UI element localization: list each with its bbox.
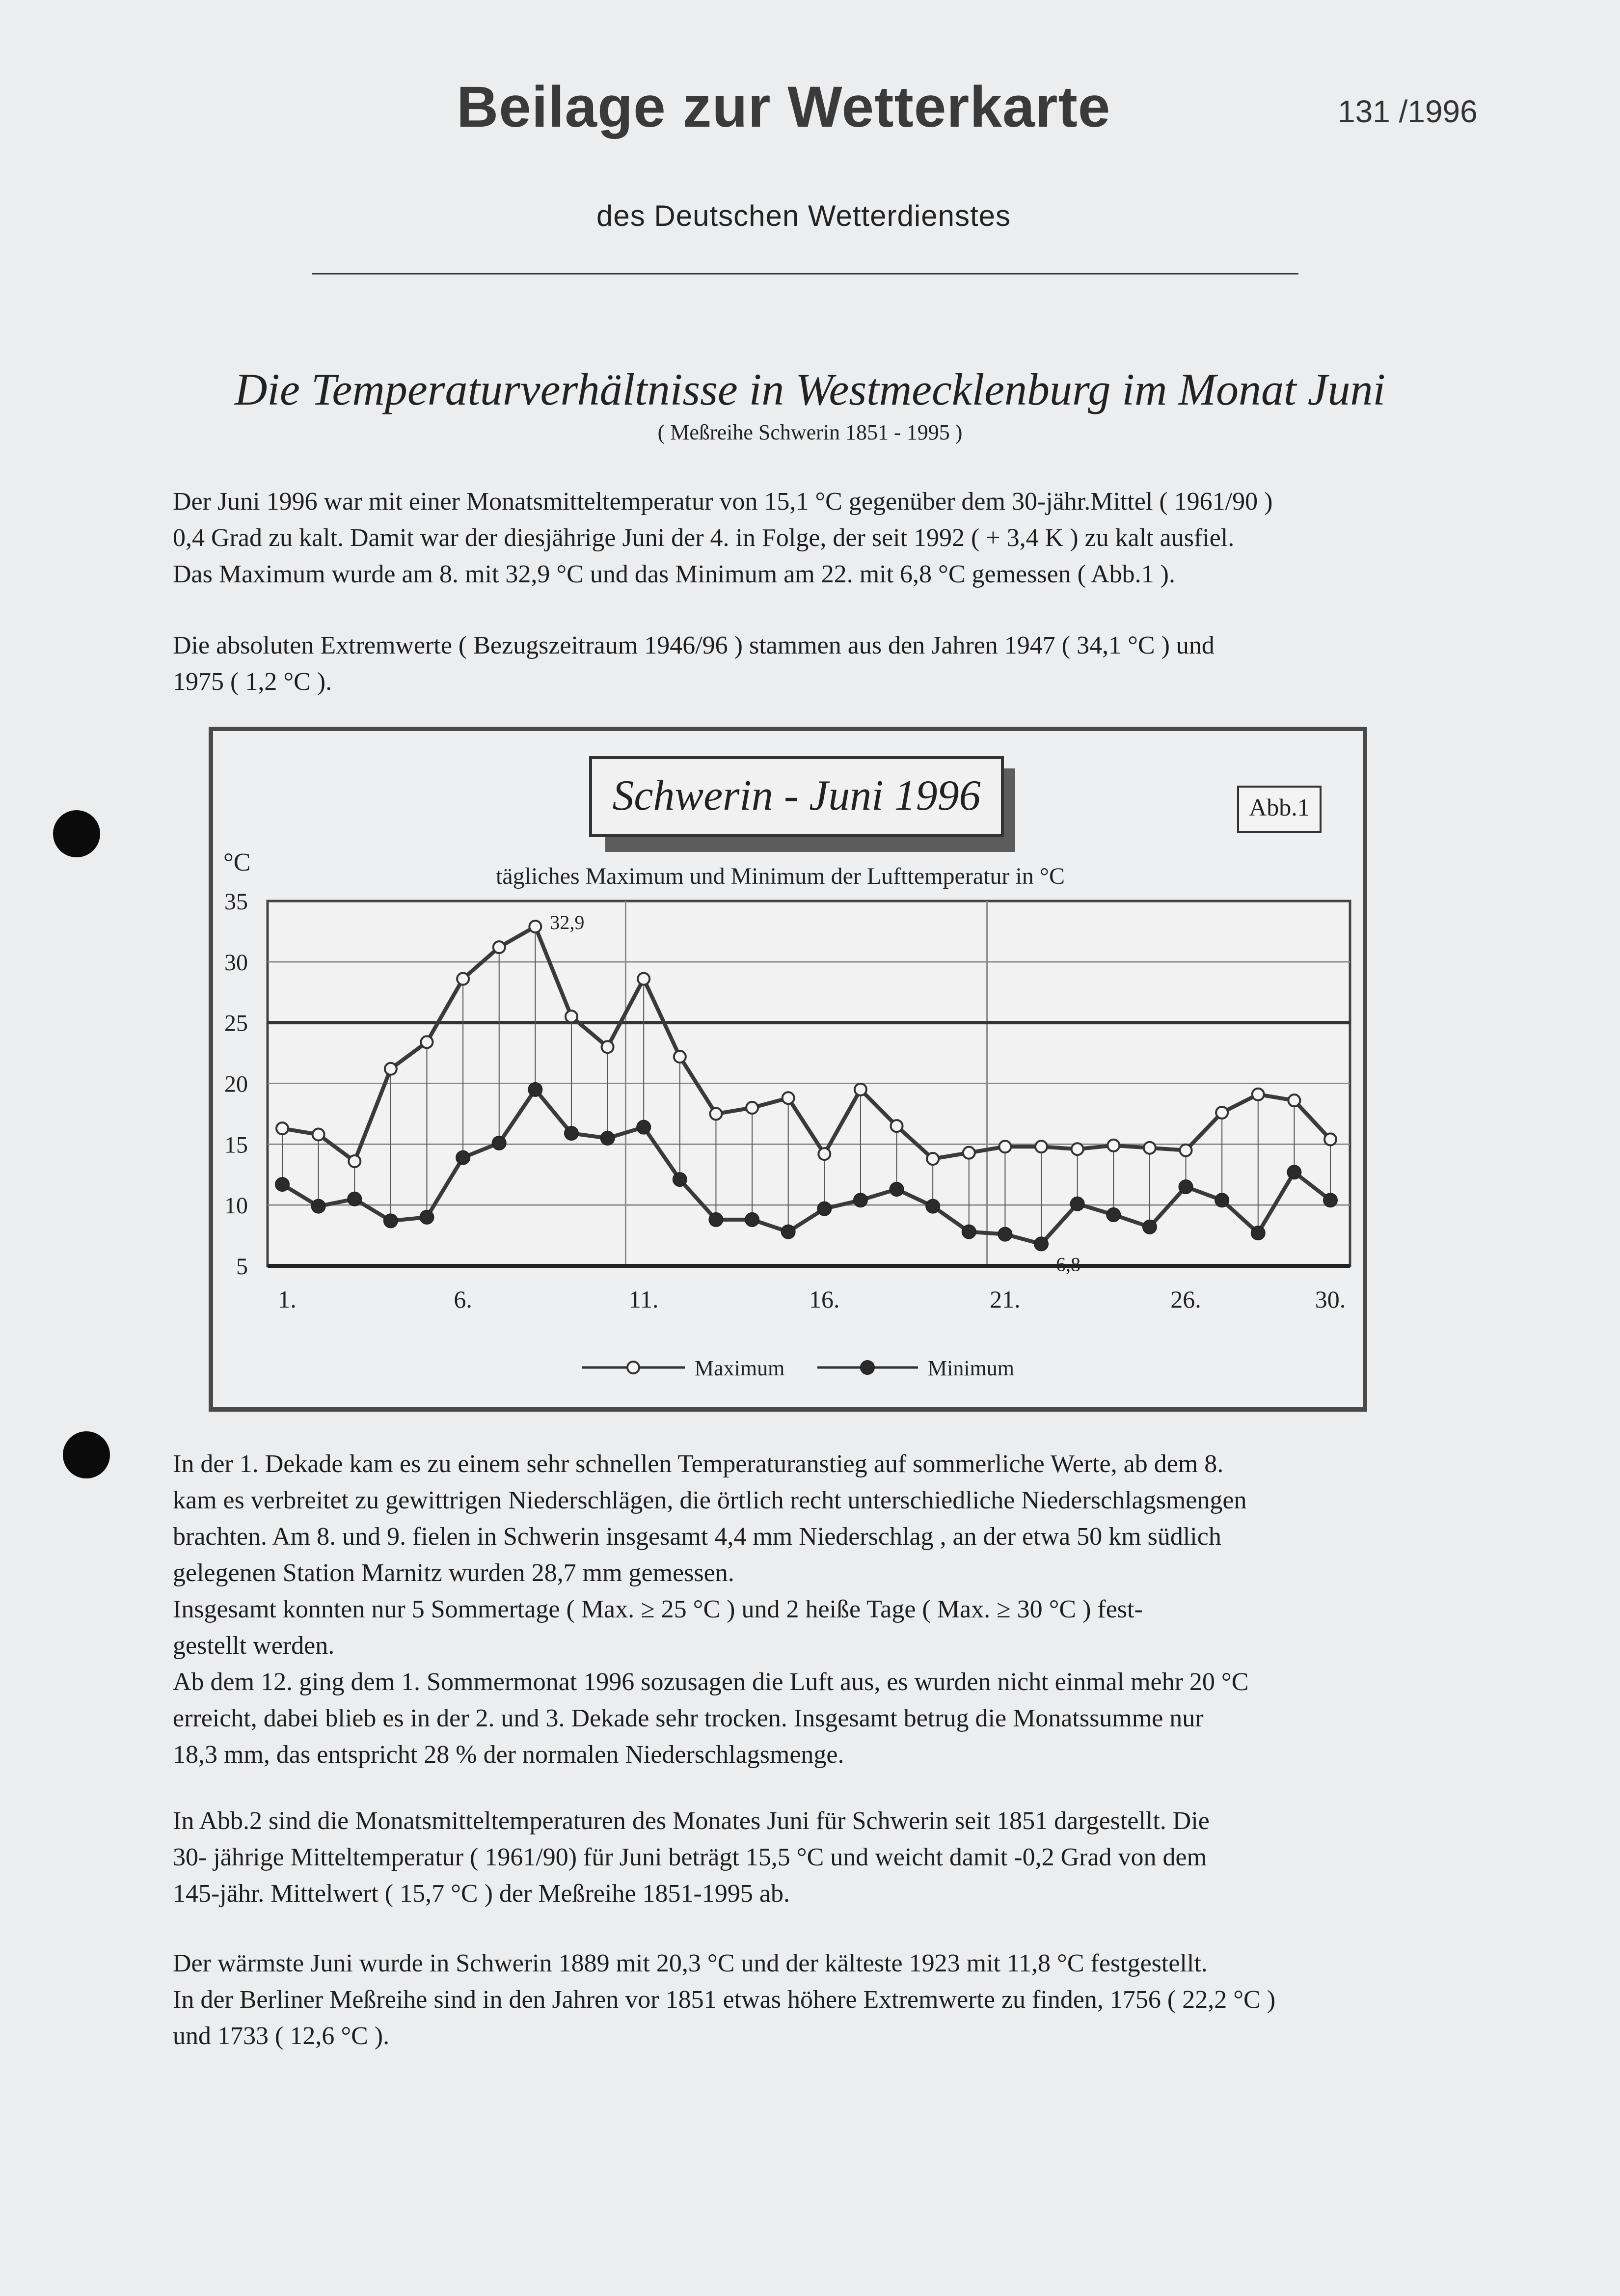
minimum-point (926, 1200, 940, 1213)
minimum-point (637, 1121, 650, 1134)
maximum-point (927, 1153, 939, 1165)
minimum-point (384, 1214, 398, 1228)
minimum-point (1179, 1180, 1193, 1194)
maximum-point (674, 1051, 686, 1063)
text-line: In der 1. Dekade kam es zu einem sehr schnellen Temperaturanstieg auf sommerliche Werte, ab dem 8. (173, 1450, 1224, 1478)
minimum-point (492, 1136, 506, 1150)
text-line: erreicht, dabei blieb es in der 2. und 3. Dekade sehr trocken. Insgesamt betrug die Monatssumme nur (173, 1704, 1204, 1732)
text-line: und 1733 ( 12,6 °C ). (173, 2022, 390, 2050)
y-tick-label: 20 (224, 1071, 248, 1097)
legend-minimum-label: Minimum (928, 1356, 1015, 1380)
text-line: Insgesamt konnten nur 5 Sommertage ( Max. ≥ 25 °C ) und 2 heiße Tage ( Max. ≥ 30 °C ) fest- (173, 1595, 1143, 1623)
x-tick-label: 21. (990, 1285, 1021, 1313)
minimum-point (1323, 1193, 1337, 1207)
maximum-point (1107, 1140, 1119, 1151)
minimum-point (890, 1182, 904, 1196)
text-line: 30- jährige Mitteltemperatur ( 1961/90) für Juni beträgt 15,5 °C und weicht damit -0,2 Grad von dem (173, 1843, 1207, 1871)
x-tick-label: 30. (1315, 1285, 1346, 1313)
minimum-point (673, 1173, 687, 1186)
text-line: brachten. Am 8. und 9. fielen in Schwerin insgesamt 4,4 mm Niederschlag , an der etwa 50 km südlich (173, 1523, 1221, 1551)
minimum-point (565, 1126, 578, 1140)
maximum-point (999, 1141, 1011, 1152)
text-line: Der wärmste Juni wurde in Schwerin 1889 mit 20,3 °C und der kälteste 1923 mit 11,8 °C festgestellt. (173, 1949, 1208, 1977)
text-line: Das Maximum wurde am 8. mit 32,9 °C und das Minimum am 22. mit 6,8 °C gemessen ( Abb.1 ). (173, 560, 1175, 588)
minimum-point (348, 1192, 361, 1206)
maximum-point (566, 1011, 577, 1022)
article-subheading: ( Meßreihe Schwerin 1851 - 1995 ) (657, 420, 963, 444)
x-tick-label: 1. (278, 1285, 297, 1313)
text-line: 145-jähr. Mittelwert ( 15,7 °C ) der Meßreihe 1851-1995 ab. (173, 1880, 790, 1908)
maximum-point (313, 1129, 324, 1141)
minimum-point (528, 1083, 542, 1096)
text-line: Der Juni 1996 war mit einer Monatsmitteltemperatur von 15,1 °C gegenüber dem 30-jähr.Mittel ( 1961/90 ) (173, 488, 1273, 516)
issue-number: 131 /1996 (1338, 94, 1478, 129)
maximum-point (1072, 1143, 1083, 1155)
text-line: gestellt werden. (173, 1632, 335, 1660)
chart-title: Schwerin - Juni 1996 (612, 772, 981, 820)
minimum-point (1071, 1197, 1084, 1211)
chart-subtitle: tägliches Maximum und Minimum der Lufttemperatur in °C (496, 863, 1065, 889)
maximum-point (1324, 1133, 1336, 1145)
maximum-point (457, 973, 469, 985)
y-tick-label: 35 (224, 889, 248, 915)
decades-paragraph (173, 1446, 1493, 1773)
minimum-point (1287, 1165, 1301, 1179)
minimum-point (1034, 1237, 1048, 1251)
maximum-point (529, 921, 541, 932)
records-paragraph (173, 1945, 1493, 2054)
page-title: Beilage zur Wetterkarte (457, 75, 1111, 139)
minimum-point (275, 1177, 289, 1191)
text-line: In Abb.2 sind die Monatsmitteltemperaturen des Monates Juni für Schwerin seit 1851 dargestellt. Die (173, 1807, 1210, 1835)
text-line: 1975 ( 1,2 °C ). (173, 668, 332, 696)
figure-label: Abb.1 (1249, 793, 1310, 821)
minimum-point (1251, 1226, 1265, 1240)
maximum-point (349, 1155, 360, 1167)
abb2-paragraph (173, 1803, 1493, 1912)
minimum-point (1215, 1193, 1229, 1207)
maximum-point (855, 1084, 866, 1095)
minimum-point (962, 1225, 976, 1239)
article-heading: Die Temperaturverhältnisse in Westmecklenburg im Monat Juni (234, 364, 1386, 414)
y-tick-label: 15 (224, 1132, 248, 1158)
text-line: Ab dem 12. ging dem 1. Sommermonat 1996 sozusagen die Luft aus, es wurden nicht einmal mehr 20 °C (173, 1668, 1249, 1696)
legend-maximum-label: Maximum (695, 1356, 785, 1380)
maximum-point (493, 941, 505, 953)
maximum-point (1180, 1145, 1192, 1156)
text-line: 0,4 Grad zu kalt. Damit war der diesjährige Juni der 4. in Folge, der seit 1992 ( + 3,4 K ) zu kalt ausfiel. (173, 524, 1235, 552)
maximum-point (783, 1092, 794, 1104)
maximum-point (1252, 1089, 1264, 1100)
legend-minimum-marker (861, 1361, 874, 1374)
y-tick-label: 30 (224, 949, 248, 976)
maximum-point (818, 1148, 830, 1160)
minimum-point (854, 1193, 867, 1207)
maximum-point (1216, 1107, 1228, 1119)
minimum-point (1143, 1220, 1157, 1234)
x-tick-label: 26. (1170, 1285, 1201, 1313)
y-tick-label: 5 (236, 1254, 248, 1280)
minimum-point (782, 1225, 795, 1239)
maximum-point (638, 973, 649, 985)
maximum-point (1035, 1141, 1047, 1152)
minimum-point (601, 1131, 615, 1145)
data-annotation: 6,8 (1056, 1253, 1081, 1276)
text-line: kam es verbreitet zu gewittrigen Niederschlägen, die örtlich recht unterschiedliche Niederschlagsmengen (173, 1486, 1247, 1514)
maximum-point (1144, 1142, 1156, 1154)
x-tick-label: 16. (809, 1285, 840, 1313)
minimum-point (420, 1210, 433, 1224)
text-line: gelegenen Station Marnitz wurden 28,7 mm gemessen. (173, 1559, 734, 1587)
minimum-point (312, 1200, 325, 1213)
minimum-point (456, 1151, 470, 1165)
minimum-point (998, 1228, 1012, 1241)
minimum-point (709, 1213, 723, 1227)
maximum-point (710, 1108, 722, 1120)
maximum-point (421, 1036, 432, 1048)
text-line: 18,3 mm, das entspricht 28 % der normalen Niederschlagsmenge. (173, 1741, 844, 1769)
x-tick-label: 6. (454, 1285, 472, 1313)
maximum-point (276, 1122, 288, 1134)
y-tick-label: 25 (224, 1010, 248, 1037)
maximum-point (602, 1041, 614, 1053)
minimum-point (745, 1213, 759, 1227)
x-tick-label: 11. (628, 1285, 659, 1313)
minimum-point (817, 1202, 831, 1216)
maximum-point (963, 1147, 975, 1159)
y-axis-unit: °C (223, 848, 251, 876)
data-annotation: 32,9 (550, 911, 585, 934)
y-tick-label: 10 (224, 1193, 248, 1219)
minimum-point (1107, 1208, 1120, 1222)
publisher-subtitle: des Deutschen Wetterdienstes (596, 199, 1011, 232)
maximum-point (385, 1063, 397, 1075)
text-line: Die absoluten Extremwerte ( Bezugszeitraum 1946/96 ) stammen aus den Jahren 1947 ( 34,1 °C ) und (173, 631, 1215, 659)
legend-maximum-marker (627, 1362, 639, 1373)
maximum-point (1288, 1094, 1300, 1106)
maximum-point (746, 1102, 758, 1114)
maximum-point (891, 1120, 903, 1132)
text-line: In der Berliner Meßreihe sind in den Jahren vor 1851 etwas höhere Extremwerte zu finden, 1756 ( 22,2 °C ) (173, 1986, 1276, 2014)
